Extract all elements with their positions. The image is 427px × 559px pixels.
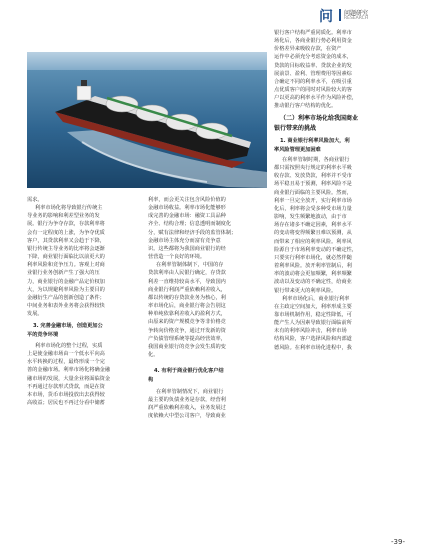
text-line: 识。这些都将为我国商业银行的经 — [148, 245, 226, 252]
section-mark: 问 — [319, 9, 333, 25]
text-line: 能产生人为因素导致银行面临前所 — [274, 320, 352, 327]
text-line: 营营造一个良好的环境。 — [148, 254, 206, 261]
subheading: 1. 商业银行利率风险加大，利 — [280, 138, 350, 144]
text-line: 发展。 — [27, 311, 43, 318]
text-line: 齐全、结构合理；信息透明而制度化 — [148, 221, 232, 228]
text-line: 大，为以规避利率风险为主要目的 — [27, 286, 105, 293]
text-line: 金融市场收益。利率市场化能够形 — [148, 205, 226, 212]
text-line: 合确定不同的利率水平，在吸引重 — [274, 78, 352, 85]
text-line: 润严重依赖利差收入，业务发展过 — [148, 405, 226, 412]
section-heading: （二）利率市场化给我国商业 — [280, 115, 359, 122]
text-line: 价格差异来吸收存款，在资产 — [274, 46, 342, 53]
text-line: 的变动将变得频繁且难以预测，从 — [274, 230, 352, 237]
middle-column-body-2 — [148, 388, 266, 421]
text-line: 种单纯依靠利差收入的盈利方式， — [148, 311, 226, 318]
text-line: 推动银行客户结构的优化。 — [274, 103, 337, 110]
text-line: 未有的利率风险冲击，利率市场 — [274, 328, 347, 335]
text-line: 力，商业银行的金融产品定价权加 — [27, 278, 105, 285]
text-line: 率市场化后，商业银行将会告别这 — [148, 303, 226, 310]
text-line: 利率市场化后，商业银行利率 — [282, 295, 350, 302]
text-line: 不再通过存款形式贷款，而是在资 — [27, 383, 105, 390]
text-line: 利率风险和竞争压力。客观上对商 — [27, 262, 105, 269]
text-line: 需求。 — [27, 197, 43, 203]
text-line: 最主要的负债业务是存款，经营利 — [148, 397, 226, 404]
text-line: 收存款、发放贷款，利率并不受市 — [274, 173, 352, 180]
middle-column-body — [148, 196, 266, 359]
text-line: 在利率管制情况下，商业银行 — [156, 389, 224, 395]
text-line: 运作中必须充分考虑资金的成本， — [274, 54, 352, 61]
text-line: 导业务的影响和利差型业务的发 — [27, 213, 100, 220]
text-line: 贷款利率由人民银行确定，存贷款 — [148, 270, 226, 277]
section-title: 问题研究 — [344, 10, 369, 17]
text-line: 场平稳且易于预测，利率风险不是 — [274, 181, 352, 188]
text-line: 只要实行利率市场化，就必然伴随 — [274, 254, 352, 261]
text-line: 我国商业银行的竞争会发生质的变 — [148, 343, 226, 350]
text-line: 化。 — [148, 351, 159, 358]
text-line: 利率市场化的整个过程，实质 — [35, 343, 103, 349]
text-line: 金融衍生产品的创新创造了条件； — [27, 294, 105, 301]
text-line: 贷款的目标收益率、贷款企业的发 — [274, 62, 352, 69]
text-line: 银行带来更大的利率风险。 — [274, 287, 337, 294]
text-line: 度依赖大中型公司客户，导致商业 — [148, 413, 226, 420]
subheading-cont: 构 — [148, 377, 154, 383]
text-line: 场化后，各商业银行势必利用资金 — [274, 38, 352, 45]
subheading-cont: 率风险管理更加困难 — [274, 147, 321, 153]
text-line: 融市场的发展，大量企业将面临资金 — [27, 375, 111, 382]
right-column-top — [274, 29, 398, 111]
text-line: 展前景、盈利、管理费用等因素综 — [274, 70, 352, 77]
header-divider — [339, 9, 341, 21]
text-line: 下降，商业银行面临比以前更大的 — [27, 254, 105, 261]
text-line: 银行传统主导业务的比率将会逐渐 — [27, 245, 105, 252]
text-line: 在利率管制体制下，中国的存 — [156, 262, 224, 269]
text-line: 展。银行为争夺存款，存款利率将 — [27, 221, 105, 228]
text-line: 商业银行面临的主要风险。然而， — [274, 189, 352, 196]
text-line: 着利率风险。放开利率管制后，利 — [274, 263, 352, 270]
text-line: 利率，而会更关注包含风险价值的 — [148, 197, 226, 203]
text-line: 金融市场主体充分而富有竞争意 — [148, 237, 221, 244]
text-line: 由原来的资产规模竞争等非价格竞 — [148, 319, 226, 326]
text-line: 靠市场机制作用，稳定性降低，可 — [274, 311, 352, 318]
text-line: 在利率管制时期，各商业银行 — [282, 157, 350, 163]
page-number: -39- — [391, 538, 405, 546]
subheading: 3. 完善金融市场，创造更加公 — [33, 323, 103, 329]
text-line: 都以传统的存贷款业务为核心，利 — [148, 294, 226, 301]
text-line: 水平转换的过程，最终形成一个完 — [27, 359, 105, 366]
subheading: 4. 有利于商业银行优化客户结 — [154, 368, 224, 374]
text-line: 点优质客户的同时对风险较大的客 — [274, 87, 352, 94]
left-column-body-2 — [27, 342, 139, 407]
text-line: 德风险。在利率市场化进程中，我 — [274, 344, 352, 351]
left-column-body — [27, 196, 139, 318]
text-line: 在主政定空间加大，利率形成主要 — [274, 303, 352, 310]
right-column-body — [274, 156, 398, 352]
text-line: 成完善的金融市场：融资工具品种 — [148, 213, 226, 220]
text-line: 利差一直维持较高水平，导致国内 — [148, 278, 226, 285]
section-subtitle: RESEARCH — [344, 16, 369, 21]
text-line: 银行客户结构严重同质化。利率市 — [274, 30, 352, 36]
text-line: 率的波动将会更加频繁，利率频繁 — [274, 271, 352, 278]
text-line: 高收益；居民也不再过分看中储蓄 — [27, 400, 105, 407]
text-line: 影响，发生频繁地波动，由于市 — [274, 214, 347, 221]
ship-photo — [27, 52, 267, 188]
text-line: 业银行业务创新产生了强大的压 — [27, 270, 100, 277]
text-line: 利率市场化将导致银行传统主 — [35, 205, 103, 212]
text-line: 都只需按照央行规定的利率水平吸 — [274, 165, 352, 172]
text-line: 本市场，货币市场投放出去获得较 — [27, 391, 105, 398]
text-line: 户以更高的利率水平作为风险补偿， — [274, 95, 358, 102]
text-line: 结构风险，客户选择风险和内部道 — [274, 336, 352, 343]
text-line: 客户，其贷款利率又会趋于下降， — [27, 237, 105, 244]
text-line: 分，赋有法律和经济手段的监管体制； — [148, 229, 237, 236]
text-line: 波动以及变动的不确定性，给商业 — [274, 279, 352, 286]
text-line: 争转向价格竞争，通过开发新的资 — [148, 327, 226, 334]
text-line: 险源自于市场利率变动的不确定性， — [274, 246, 358, 253]
lng-carrier-image — [27, 52, 267, 188]
text-line: 化后，利率将会受多种受市场力量 — [274, 205, 352, 212]
text-line: 产负债管理系统等提高经营效率， — [148, 335, 226, 342]
text-line: 中间业务和表外业务将会获得较快 — [27, 303, 105, 310]
section-heading-cont: 银行带来的挑战 — [274, 125, 317, 132]
text-line: 上是使金融市场由一个低水平向高 — [27, 351, 105, 358]
text-line: 而带来了相应的利率风险。利率风 — [274, 238, 352, 245]
text-line: 会有一定程度的上涨，为争夺优质 — [27, 229, 105, 236]
section-header — [319, 6, 403, 24]
text-line: 善的金融市场。利率市场化将确金融 — [27, 367, 111, 374]
text-line: 商业银行利润严重依赖利差收入， — [148, 286, 226, 293]
text-line: 场存在诸多不确定因素，利率水平 — [274, 222, 352, 229]
subheading-cont: 平的竞争环境 — [27, 332, 59, 338]
text-line: 利率一旦完全放开，实行利率市场 — [274, 197, 352, 204]
